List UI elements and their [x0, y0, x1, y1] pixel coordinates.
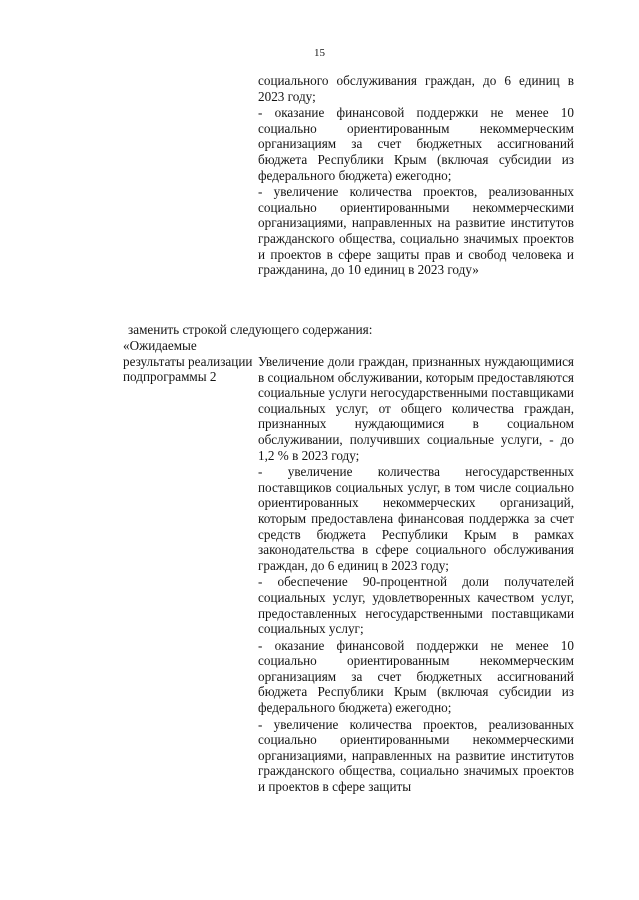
paragraph: Увеличение доли граждан, признанных нуждающимися в социальном обслуживании, которым предоставляются социальные услуги негосударственными поставщиками социальных услуг, от общего количества граждан, признанных нуждающимися в социальном обслуживании, получивших социальные услуги, - до 1,2 % в 2023 году; [258, 354, 574, 463]
top-results-block [258, 73, 574, 279]
paragraph: - увеличение количества проектов, реализованных социально ориентированными некоммерческими организациями, направленных на развитие институтов гражданского общества, социально значимых проектов и проектов в сфере защиты прав и свобод человека и гражданина, до 10 единиц в 2023 году» [258, 184, 574, 278]
paragraph: - обеспечение 90-процентной доли получателей социальных услуг, удовлетворенных качеством услуг, предоставленных негосударственными поставщиками социальных услуг; [258, 574, 574, 637]
bottom-results-block [258, 354, 574, 796]
row-label-line: подпрограммы 2 [123, 369, 217, 385]
paragraph: - увеличение количества негосударственных поставщиков социальных услуг, в том числе социально ориентированных некоммерческих организаций, которым предоставлена финансовая поддержка за счет средств бюджета Республики Крым в рамках законодательства в сфере социального обслуживания граждан, до 6 единиц в 2023 году; [258, 464, 574, 573]
row-label-line: «Ожидаемые [123, 338, 197, 353]
paragraph: социального обслуживания граждан, до 6 единиц в 2023 году; [258, 73, 574, 104]
paragraph: - увеличение количества проектов, реализованных социально ориентированными некоммерческими организациями, направленных на развитие институтов гражданского общества, социально значимых проектов и проектов в сфере защиты [258, 716, 574, 795]
paragraph: - оказание финансовой поддержки не менее 10 социально ориентированным некоммерческим организациям за счет бюджетных ассигнований бюджета Республики Крым (включая субсидии из федерального бюджета) ежегодно; [258, 105, 574, 183]
replace-instruction: заменить строкой следующего содержания: [128, 322, 373, 337]
page-number: 15 [314, 47, 325, 59]
row-label [123, 338, 253, 385]
paragraph: - оказание финансовой поддержки не менее 10 социально ориентированным некоммерческим организациям за счет бюджетных ассигнований бюджета Республики Крым (включая субсидии из федерального бюджета) ежегодно; [258, 637, 574, 716]
row-label-line: результаты реализации [123, 353, 253, 369]
